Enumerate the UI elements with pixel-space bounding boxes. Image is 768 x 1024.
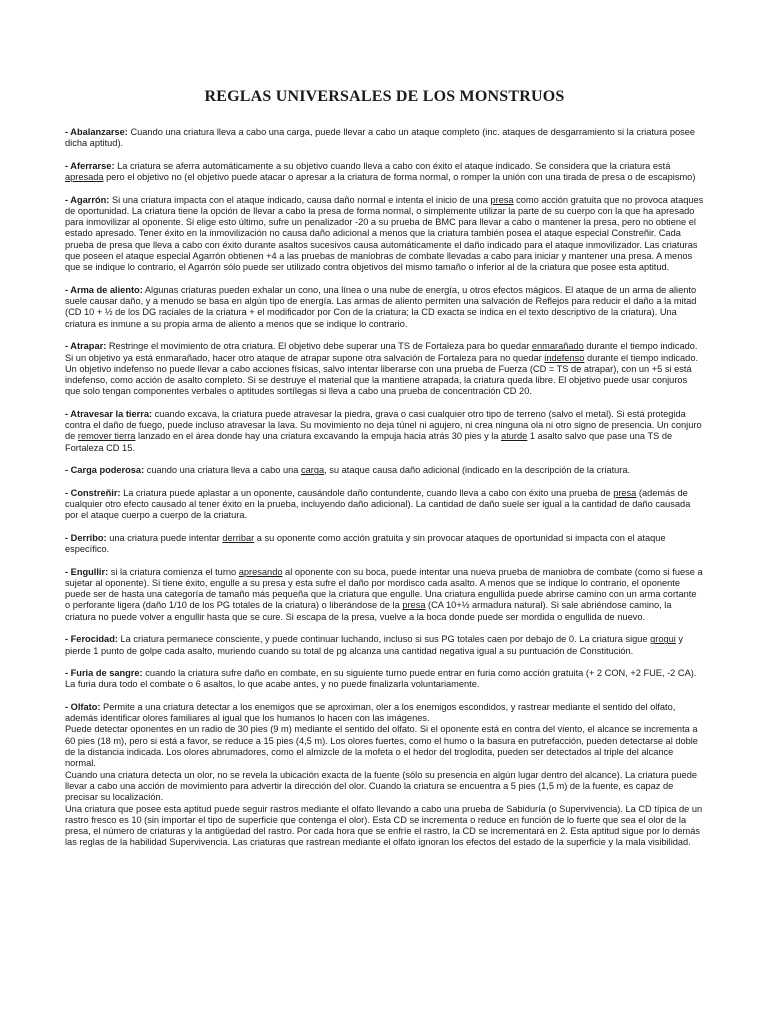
rule-term: - Abalanzarse:: [65, 127, 128, 137]
rule-link-term[interactable]: remover tierra: [77, 431, 136, 442]
rule-text: Si una criatura impacta con el ataque indicado, causa daño normal e intenta el inicio de una: [109, 194, 491, 205]
rule-text: si la criatura comienza el turno: [108, 566, 239, 577]
rule-text: Cuando una criatura lleva a cabo una carga, puede llevar a cabo un ataque completo (inc. ataques de desgarramiento si la criatura posee dicha aptitud).: [65, 127, 696, 149]
rule-entry: [65, 634, 704, 657]
rule-text: Permite a una criatura detectar a los enemigos que se aproximan, oler a los enemigos escondidos, y rastrear mediante el sentido del olfato, además identificar olores familiares al igual que los humanos lo hacen con las imágenes.: [65, 701, 676, 724]
rule-text: durante el tiempo indicado. Si un objetivo ya está enmarañado, hacer otro ataque de atrapar supone otra salvación de Fortaleza para no quedar: [65, 341, 698, 363]
rule-paragraph: [65, 161, 704, 184]
rule-link-term[interactable]: indefenso: [544, 352, 585, 363]
rule-paragraph: [65, 285, 704, 330]
rule-entry: [65, 285, 704, 330]
rule-term: - Carga poderosa:: [65, 465, 145, 476]
rule-term: - Engullir:: [65, 566, 109, 577]
rule-paragraph-continued: Una criatura que posee esta aptitud puede seguir rastros mediante el olfato llevando a cabo una prueba de Sabiduría (o Supervivencia). La CD típica de un rastro fresco es 10 (sin importar el tipo de superficie que contenga el olor). Esta CD se incrementa o reduce en función de lo fuerte que sea el olor de la presa, el número de criaturas y la antigüedad del rastro. Por cada hora que se enfríe el rastro, la CD se incrementará en 2. Esta aptitud sigue por lo demás las reglas de la habilidad Supervivencia. Las criaturas que rastrean mediante el olfato ignoran los efectos del estado de la superficie y la mala visibilidad.: [65, 803, 703, 848]
rule-entry: [65, 161, 704, 184]
rule-link-term[interactable]: presa: [402, 600, 426, 611]
rule-term: - Arma de aliento:: [65, 284, 143, 295]
rule-entry: [65, 127, 704, 150]
rule-term: - Derribo:: [65, 532, 107, 543]
rule-paragraph: [65, 634, 704, 657]
rule-paragraph: [65, 668, 704, 691]
rule-paragraph: [65, 533, 704, 556]
rule-entry: [65, 465, 704, 476]
rule-text: cuando la criatura sufre daño en combate, en su siguiente turno puede entrar en furia como acción gratuita (+ 2 CON, +2 FUE, -2 CA). La furia dura todo el combate o 6 asaltos, lo que acabe antes, y no puede finalizarla voluntariamente.: [65, 668, 697, 690]
rule-term: - Ferocidad:: [65, 634, 118, 645]
rule-text: pero el objetivo no (el objetivo puede atacar o apresar a la criatura de forma normal, o romper la unión con una tirada de presa o de escapismo): [103, 172, 696, 183]
rule-paragraph-continued: Cuando una criatura detecta un olor, no se revela la ubicación exacta de la fuente (sólo su presencia en algún lugar dentro del alcance). La criatura puede llevar a cabo una acción de movimiento para advertir la dirección del olor. Cuando la criatura se encuentra a 5 pies (1,5 m) de la fuente, es capaz de precisar su localización.: [65, 769, 697, 803]
rule-text: (además de cualquier otro efecto causado al tener éxito en la prueba, incluyendo daño adicional). La cantidad de daño suele ser igual a la cantidad de daño causada por el ataque cuerpo a cuerpo de la criatura.: [65, 487, 691, 521]
rule-term: - Constreñir:: [65, 487, 121, 498]
rule-text: lanzado en el área donde hay una criatura excavando la empuja hacia atrás 30 pies y la: [135, 431, 502, 442]
rule-entry: [65, 409, 704, 454]
rule-entry: [65, 533, 704, 556]
rule-link-term[interactable]: grogui: [650, 634, 676, 645]
rule-term: - Atrapar:: [65, 341, 107, 352]
rule-paragraph: [65, 409, 704, 454]
rules-list: [65, 127, 704, 849]
rule-paragraph: [65, 127, 704, 150]
rule-text: 1 asalto salvo que pase una TS de Fortaleza CD 15.: [65, 431, 673, 453]
rule-paragraph: [65, 195, 704, 274]
rule-text: durante el tiempo indicado. Un objetivo indefenso no puede llevar a cabo acciones físicas, salvo intentar liberarse con una prueba de Fuerza (CD = TS de atrapar), con un +5 si está indefenso, como acción de asalto completo. Si se destruye el material que la mantiene atrapada, la criatura queda libre. El objetivo puede usar conjuros que solo tengan componentes verbales o aptitudes sortílegas si lleva a cabo una prueba de concentración CD 20.: [65, 352, 699, 397]
rule-link-term[interactable]: presa: [490, 194, 514, 205]
rule-entry: [65, 341, 704, 397]
rule-text: a su oponente como acción gratuita y sin provocar ataques de oportunidad si impacta con el ataque específico.: [65, 532, 666, 555]
rule-entry: [65, 488, 704, 522]
rule-text: cuando excava, la criatura puede atravesar la piedra, grava o casi cualquier otro tipo de terreno (salvo el metal). Si está protegida contra el daño de fuego, puede incluso atravesar la lava. Su movimiento no deja túnel ni agujero, ni crea ninguna ola ni otro signo de presencia. Un conjuro de: [65, 408, 702, 442]
rule-entry: [65, 567, 704, 623]
rule-paragraph-continued: Puede detectar oponentes en un radio de 30 pies (9 m) mediante el sentido del olfato. Si el oponente está en contra del viento, el alcance se incrementa a 60 pies (18 m), pero si está a favor, se reduce a 15 pies (4,5 m). Los olores fuertes, como el humo o la basura en putrefacción, pueden detectarse al doble de la distancia indicada. Los olores abrumadores, como el almizcle de la mofeta o el hedor del troglodita, pueden ser detectados al triple del alcance normal.: [65, 724, 698, 769]
rule-link-term[interactable]: derribar: [222, 532, 255, 543]
rule-entry: [65, 668, 704, 691]
rule-text: cuando una criatura lleva a cabo una: [144, 465, 301, 476]
rule-term: - Aferrarse:: [65, 160, 115, 171]
rule-link-term[interactable]: aturde: [501, 431, 528, 442]
rule-text: al oponente con su boca, puede intentar una nueva prueba de maniobra de combate (como si fuese a sujetar al oponente). Si tiene éxito, engulle a su presa y esta sufre el daño por mordisco cada asalto. A menos que se indique lo contrario, el oponente puede ser de hasta una categoría de tamaño más pequeña que la criatura que engulle. Una criatura engullida puede abrirse camino con un arma cortante o perforante ligera (daño 1/10 de los PG totales de la criatura) o liberándose de la: [65, 566, 703, 611]
rule-text: Algunas criaturas pueden exhalar un cono, una línea o una nube de energía, u otros efectos mágicos. El ataque de un arma de aliento suele causar daño, y a menudo se basa en algún tipo de energía. Las armas de aliento permiten una salvación de Reflejos para reducir el daño a la mitad (CD 10 + ½ de los DG raciales de la criatura + el modificador por Con de la criatura; la CD exacta se indica en el texto descriptivo de la criatura). Una criatura es inmune a su propia arma de aliento a menos que se indique lo contrario.: [65, 284, 697, 329]
rule-link-term[interactable]: apresando: [238, 566, 283, 577]
rule-term: - Atravesar la tierra:: [65, 408, 153, 419]
rule-text: una criatura puede intentar: [106, 532, 223, 543]
rule-term: - Furia de sangre:: [65, 668, 143, 679]
rule-link-term[interactable]: apresada: [65, 172, 104, 183]
rule-text: (CA 10+½ armadura natural). Si sale abriéndose camino, la criatura no puede volver a engullir hasta que se cure. Si escapa de la presa, vuelve a la boca donde puede ser mordida o engullida de nuevo.: [65, 600, 672, 622]
rule-entry: [65, 195, 704, 274]
rule-paragraph: [65, 341, 704, 397]
rule-text: La criatura puede aplastar a un oponente, causándole daño contundente, cuando lleva a cabo con éxito una prueba de: [120, 487, 614, 498]
rule-text: , su ataque causa daño adicional (indicado en la descripción de la criatura.: [324, 465, 631, 476]
rule-paragraph: [65, 567, 704, 623]
rule-term: - Olfato:: [65, 701, 101, 712]
rule-text: La criatura se aferra automáticamente a su objetivo cuando lleva a cabo con éxito el ataque indicado. Se considera que la criatura está: [114, 160, 671, 171]
rule-link-term[interactable]: carga: [301, 465, 325, 476]
rule-entry: [65, 702, 704, 849]
rule-text: Restringe el movimiento de otra criatura. El objetivo debe superar una TS de Fortaleza para bo quedar: [106, 341, 532, 352]
page-title: REGLAS UNIVERSALES DE LOS MONSTRUOS: [204, 88, 565, 105]
rule-term: - Agarrón:: [65, 194, 110, 205]
rule-link-term[interactable]: enmarañado: [531, 341, 584, 352]
rule-paragraph: [65, 702, 704, 725]
rule-text: La criatura permanece consciente, y puede continuar luchando, incluso si sus PG totales caen por debajo de 0. La criatura sigue: [117, 634, 651, 645]
rule-text: como acción gratuita que no provoca ataques de oportunidad. La criatura tiene la opción de llevar a cabo la presa de forma normal, o simplemente utilizar la parte de su cuerpo con la que ha apresado para inmovilizar al oponente. Si elige esto último, sufre un penalizador -20 a su prueba de BMC para llevar a cabo o mantener la presa, pero no obtiene el estado apresado. Tener éxito en la inmovilización no causa daño adicional a menos que la criatura también posea el ataque especial Constreñir. Cada prueba de presa que lleva a cabo con éxito durante asaltos sucesivos causa automáticamente el daño indicado para el ataque inmovilizador. Las criaturas que poseen el ataque especial Agarrón obtienen +4 a las pruebas de maniobras de combate llevadas a cabo para iniciar y mantener una presa. A menos que se indique lo contrario, el Agarrón sólo puede ser utilizado contra objetivos del mismo tamaño o inferior al de la criatura que posee esta aptitud.: [65, 194, 704, 273]
rule-link-term[interactable]: presa: [613, 487, 637, 498]
rule-paragraph: [65, 488, 704, 522]
rule-paragraph: [65, 465, 704, 476]
rule-text: y pierde 1 punto de golpe cada asalto, muriendo cuando su total de pg alcanza una cantidad negativa igual a su puntuación de Constitución.: [65, 634, 684, 656]
